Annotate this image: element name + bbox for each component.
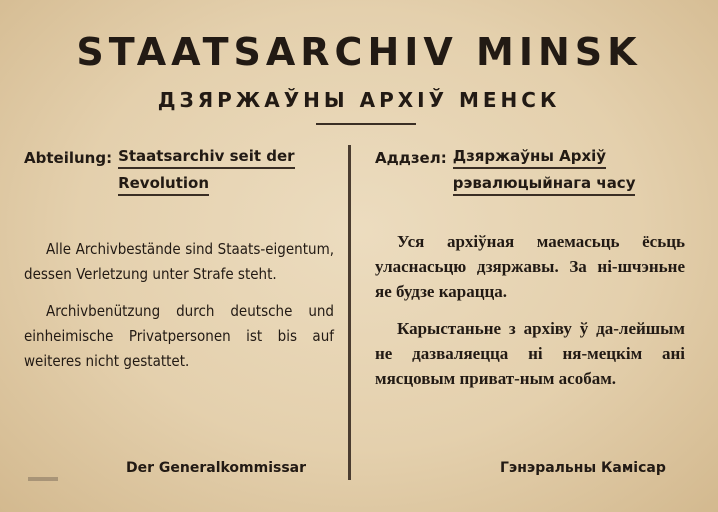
belarusian-signature: Гэнэральны Камісар <box>500 460 666 476</box>
belarusian-paragraph: Карыстаньне з архіву ў да-лейшым не дазваляецца ні ня-мецкім ані мясцовым приват-ным асобам. <box>375 319 685 388</box>
notice-title: STAATSARCHIV MINSK <box>76 30 642 74</box>
german-department <box>24 145 334 199</box>
department-name-line: Staatsarchiv seit der <box>118 145 295 169</box>
german-paragraph: Alle Archivbestände sind Staats-eigentum, dessen Verletzung unter Strafe steht. <box>24 240 334 283</box>
notice-subtitle: ДЗЯРЖАЎНЫ АРХІЎ МЕНСК <box>157 88 561 112</box>
belarusian-paragraph: Уся архіўная маемасьць ёсьць уласнасьцю дзяржавы. За ні-шчэньне яе будзе карацца. <box>375 232 685 301</box>
german-signature: Der Generalkommissar <box>126 460 307 476</box>
german-column <box>24 145 334 386</box>
german-paragraph: Archivbenützung durch deutsche und einheimische Privatpersonen ist bis auf weiteres nicht gestattet. <box>24 302 334 370</box>
department-label: Abteilung: <box>24 149 113 167</box>
department-name-line: Revolution <box>118 172 209 196</box>
department-name-line: рэвалюцыйнага часу <box>453 172 636 196</box>
department-label: Аддзел: <box>375 149 447 167</box>
print-mark <box>28 477 58 481</box>
title-divider <box>316 123 416 125</box>
department-name-line: Дзяржаўны Архіў <box>453 145 606 169</box>
column-divider <box>348 145 351 480</box>
belarusian-department <box>375 145 685 199</box>
belarusian-column <box>375 145 685 403</box>
